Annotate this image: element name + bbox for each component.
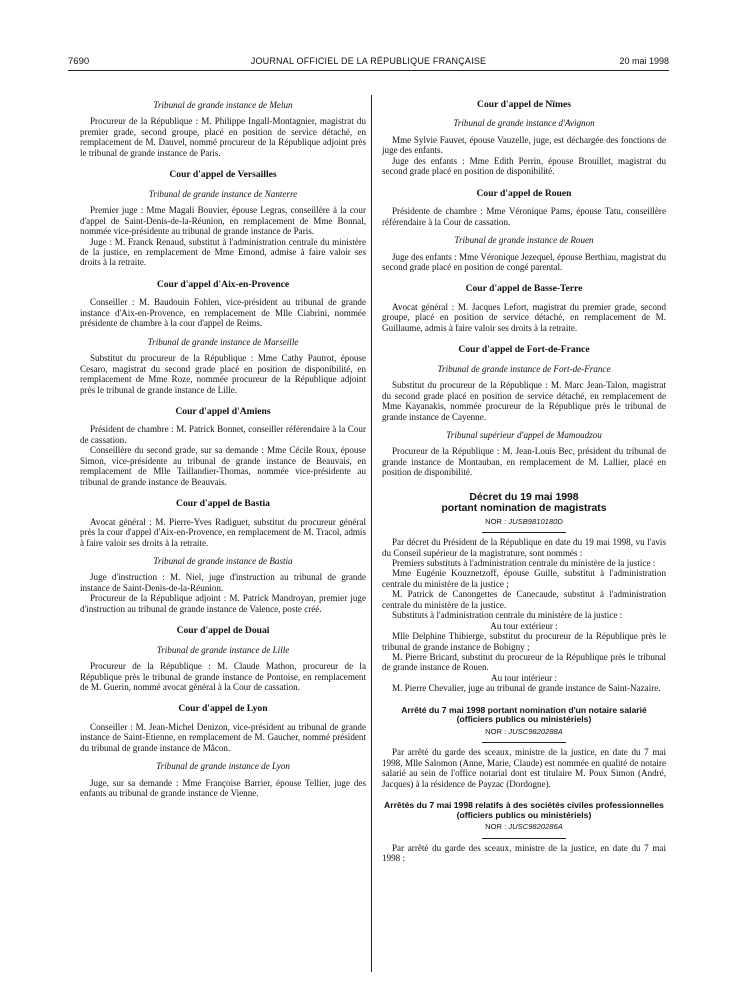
nor-label: NOR : bbox=[485, 822, 507, 832]
page-header bbox=[68, 54, 669, 70]
paragraph: Au tour intérieur : bbox=[491, 672, 557, 683]
paragraph: Au tour extérieur : bbox=[490, 620, 558, 631]
section-title: Cour d'appel de Bastia bbox=[176, 498, 270, 510]
section-title: Cour d'appel de Versailles bbox=[169, 169, 277, 181]
section-subtitle: Tribunal de grande instance de Rouen bbox=[454, 235, 594, 246]
section-title: Cour d'appel de Douai bbox=[176, 625, 270, 637]
paragraph: Juge des enfants : Mme Edith Perrin, épouse Brouillet, magistrat du second grade placé en position de disponibilité. bbox=[382, 155, 666, 177]
paragraph: Substitut du procureur de la République : M. Marc Jean-Talon, magistrat du second grade placé en position de service détaché, en remplacement de Mme Kayanakis, nommée procureur de la République près le tribunal de grande instance de Cayenne. bbox=[382, 380, 666, 422]
decree-title-line-1: Décret du 19 mai 1998 bbox=[469, 491, 579, 503]
nor-reference bbox=[382, 822, 666, 832]
paragraph: Procureur de la République : M. Philippe Ingall-Montagnier, magistrat du premier grade, second groupe, placé en position de service détaché, en remplacement de M. Dauvel, nommé procureur de la République adjoint près le tribunal de grande instance de Paris. bbox=[80, 116, 366, 158]
decree-title-line-2: portant nomination de magistrats bbox=[441, 503, 607, 515]
paragraph: Présidente de chambre : Mme Véronique Pams, épouse Tatu, conseillère référendaire à la Cour de cassation. bbox=[382, 206, 666, 227]
decree-title bbox=[382, 492, 666, 515]
paragraph: Conseiller : M. Jean-Michel Denizon, vice-président au tribunal de grande instance de Saint-Etienne, en remplacement de M. Gaucher, nommé président du tribunal de grande instance de Mâcon. bbox=[80, 721, 366, 753]
nor-label: NOR : bbox=[485, 516, 507, 526]
section-subtitle: Tribunal de grande instance de Fort-de-France bbox=[437, 363, 611, 374]
section-title: Cour d'appel de Lyon bbox=[178, 703, 268, 715]
paragraph: M. Patrick de Canongettes de Canecaude, substitut à l'administration centrale du ministère de la justice. bbox=[382, 589, 666, 610]
paragraph: Conseillère du second grade, sur sa demande : Mme Cécile Roux, épouse Simon, vice-présidente au tribunal de grande instance de Beauvais, en remplacement de Mlle Taillandier-Thomas, nommée vice-présidente au tribunal de grande instance de Beauvais. bbox=[80, 445, 366, 487]
paragraph: Par arrêté du garde des sceaux, ministre de la justice, en date du 7 mai 1998 : bbox=[382, 842, 666, 864]
paragraph: Par arrêté du garde des sceaux, ministre de la justice, en date du 7 mai 1998, Mlle Salomon (Anne, Marie, Claude) est nommée en qualité de notaire salarié au sein de l'office notarial dont est titulaire M. Poux Simon (André, Jacques) à la résidence de Payzac (Dordogne). bbox=[382, 747, 666, 789]
paragraph: Juge des enfants : Mme Véronique Jezequel, épouse Berthiau, magistrat du second grade placé en position de congé parental. bbox=[382, 251, 666, 272]
nor-code: JUSB9810180D bbox=[508, 516, 563, 526]
issue-date: 20 mai 1998 bbox=[619, 56, 669, 66]
separator-rule bbox=[482, 742, 566, 743]
section-subtitle: Tribunal supérieur d'appel de Mamoudzou bbox=[446, 429, 602, 440]
section-subtitle: Tribunal de grande instance de Bastia bbox=[153, 555, 293, 566]
nor-label: NOR : bbox=[485, 727, 507, 737]
separator-rule bbox=[482, 838, 566, 839]
paragraph: Avocat général : M. Jacques Lefort, magistrat du premier grade, second groupe, placé en position de service détaché, en remplacement de M. Guillaume, admis à faire valoir ses droits à la retraite. bbox=[382, 301, 666, 333]
paragraph: Conseiller : M. Baudouin Fohlen, vice-président au tribunal de grande instance d'Aix-en-Provence, en remplacement de Mlle Ciabrini, nommée présidente de chambre à la cour d'appel de Reims. bbox=[80, 297, 366, 329]
paragraph: Premiers substituts à l'administration centrale du ministère de la justice : bbox=[392, 557, 656, 568]
paragraph: Juge d'instruction : M. Niel, juge d'instruction au tribunal de grande instance de Saint-Denis-de-la-Réunion. bbox=[80, 572, 366, 593]
section-title: Cour d'appel de Nîmes bbox=[477, 99, 571, 110]
paragraph: Avocat général : M. Pierre-Yves Radiguet, substitut du procureur général près la cour d'appel d'Aix-en-Provence, en remplacement de M. Tracol, admis à faire valoir ses droits à la retraite. bbox=[80, 516, 366, 548]
paragraph: M. Pierre Chevalier, juge au tribunal de grande instance de Saint-Nazaire. bbox=[392, 683, 661, 694]
header-rule bbox=[68, 70, 669, 71]
nor-code: JUSC9820286A bbox=[508, 822, 563, 832]
column-divider bbox=[371, 95, 372, 972]
paragraph: Juge, sur sa demande : Mme Françoise Barrier, épouse Tellier, juge des enfants au tribunal de grande instance de Vienne. bbox=[80, 777, 366, 799]
paragraph: Mme Sylvie Fauvet, épouse Vauzelle, juge, est déchargée des fonctions de juge des enfants. bbox=[382, 134, 666, 156]
section-title: Cour d'appel de Rouen bbox=[476, 187, 572, 199]
paragraph: Procureur de la République adjoint : M. Patrick Mandroyan, premier juge d'instruction au tribunal de grande instance de Valence, poste créé. bbox=[80, 593, 366, 614]
nor-code: JUSC9820288A bbox=[508, 727, 563, 737]
left-column bbox=[80, 100, 366, 799]
section-subtitle: Tribunal de grande instance d'Avignon bbox=[453, 118, 595, 129]
order-title: Arrêtés du 7 mai 1998 relatifs à des sociétés civiles professionnelles (officiers publics ou ministériels) bbox=[384, 800, 664, 820]
section-title: Cour d'appel d'Amiens bbox=[175, 405, 271, 417]
section-title: Cour d'appel de Basse-Terre bbox=[465, 283, 583, 295]
paragraph: Procureur de la République : M. Claude Mathon, procureur de la République près le tribunal de grande instance de Pontoise, en remplacement de M. Guerin, nommé avocat général à la Cour de cassation. bbox=[80, 661, 366, 693]
paragraph: Mlle Delphine Thibierge, substitut du procureur de la République près le tribunal de grande instance de Bobigny ; bbox=[382, 631, 666, 652]
section-subtitle: Tribunal de grande instance de Nanterre bbox=[148, 188, 298, 199]
paragraph: M. Pierre Bricard, substitut du procureur de la République près le tribunal de grande instance de Rouen. bbox=[382, 652, 666, 673]
right-column bbox=[382, 100, 666, 864]
nor-reference bbox=[382, 517, 666, 527]
order-title: Arrêté du 7 mai 1998 portant nomination d'un notaire salarié (officiers publics ou ministériels) bbox=[401, 704, 647, 725]
paragraph: Substitut du procureur de la République : Mme Cathy Pautrot, épouse Cesaro, magistrat du second grade placé en position de disponibilité, en remplacement de Mme Roze, nommée procureur de la République adjoint près le tribunal de grande instance de Lille. bbox=[80, 353, 366, 395]
paragraph: Président de chambre : M. Patrick Bonnet, conseiller référendaire à la Cour de cassation. bbox=[80, 424, 366, 445]
page-number: 7690 bbox=[68, 56, 90, 67]
journal-title: JOURNAL OFFICIEL DE LA RÉPUBLIQUE FRANÇAISE bbox=[250, 56, 487, 66]
paragraph: Mme Eugénie Kouznetzoff, épouse Guille, substitut à l'administration centrale du ministère de la justice ; bbox=[382, 568, 666, 589]
section-subtitle: Tribunal de grande instance de Melun bbox=[153, 100, 293, 110]
section-title: Cour d'appel d'Aix-en-Provence bbox=[156, 278, 290, 290]
paragraph: Premier juge : Mme Magali Bouvier, épouse Legras, conseillère à la cour d'appel de Saint-Denis-de-la-Réunion, en remplacement de Mme Bonnal, nommée vice-présidente au tribunal de grande instance de Paris. bbox=[80, 205, 366, 237]
paragraph: Par décret du Président de la République en date du 19 mai 1998, vu l'avis du Conseil supérieur de la magistrature, sont nommés : bbox=[382, 537, 666, 558]
nor-reference bbox=[382, 727, 666, 737]
paragraph: Substituts à l'administration centrale du ministère de la justice : bbox=[392, 610, 623, 621]
paragraph: Procureur de la République : M. Jean-Louis Bec, président du tribunal de grande instance de Montauban, en remplacement de M. Lallier, placé en position de disponibilité. bbox=[382, 446, 666, 478]
section-title: Cour d'appel de Fort-de-France bbox=[458, 344, 590, 356]
separator-rule bbox=[482, 532, 566, 533]
section-subtitle: Tribunal de grande instance de Marseille bbox=[147, 336, 299, 347]
paragraph: Juge : M. Franck Renaud, substitut à l'administration centrale du ministère de la justice, en remplacement de Mme Emond, admise à faire valoir ses droits à la retraite. bbox=[80, 236, 366, 268]
section-subtitle: Tribunal de grande instance de Lille bbox=[156, 644, 290, 655]
section-subtitle: Tribunal de grande instance de Lyon bbox=[156, 761, 290, 772]
